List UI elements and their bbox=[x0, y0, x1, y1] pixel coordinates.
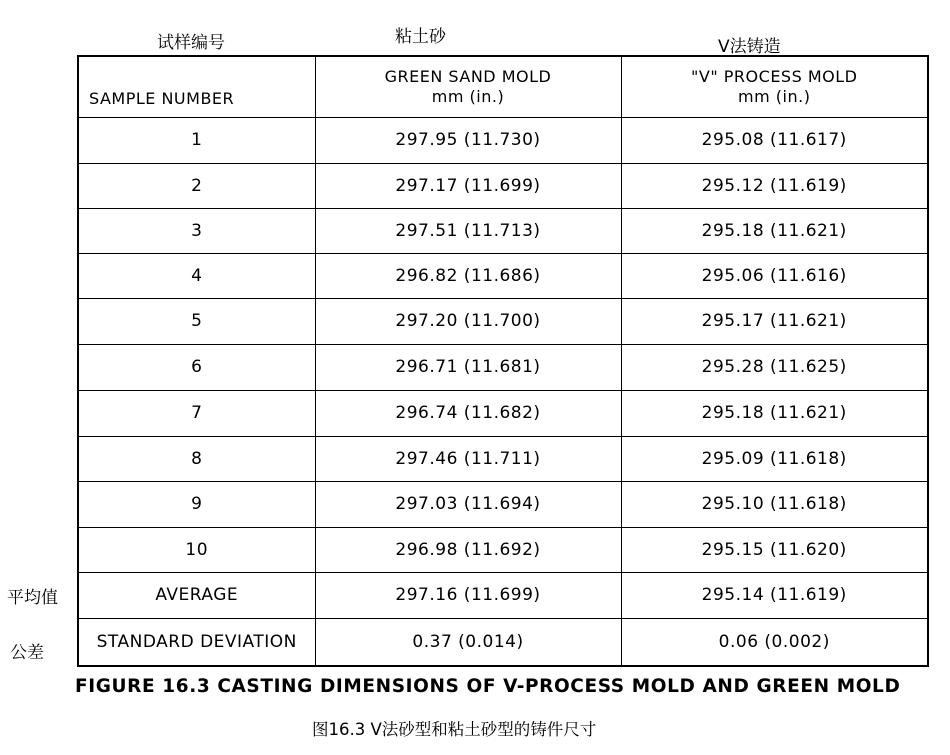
annotation-std-dev-cn: 公差 bbox=[10, 643, 44, 663]
table-row bbox=[78, 436, 928, 481]
cell-green-sand: 0.37 (0.014) bbox=[315, 618, 621, 666]
annotation-v-process-cn: V法铸造 bbox=[718, 37, 781, 57]
cell-green-sand: 296.82 (11.686) bbox=[315, 253, 621, 298]
header-green-unit: mm (in.) bbox=[431, 86, 505, 106]
cell-v-process: 295.18 (11.621) bbox=[621, 208, 928, 253]
cell-v-process: 0.06 (0.002) bbox=[621, 618, 928, 666]
table-row-std-dev bbox=[78, 618, 928, 666]
cell-sample: 1 bbox=[78, 117, 315, 163]
cell-sample: 3 bbox=[78, 208, 315, 253]
table-row bbox=[78, 390, 928, 436]
figure-caption: FIGURE 16.3 CASTING DIMENSIONS OF V-PROCESS MOLD AND GREEN MOLD bbox=[75, 676, 901, 697]
header-green-title: GREEN SAND MOLD bbox=[384, 66, 552, 86]
cell-green-sand: 297.95 (11.730) bbox=[315, 117, 621, 163]
table-row bbox=[78, 298, 928, 344]
cell-green-sand: 297.51 (11.713) bbox=[315, 208, 621, 253]
header-v-process-mold bbox=[621, 56, 928, 117]
cell-sample: 5 bbox=[78, 298, 315, 344]
cell-std-dev-label: STANDARD DEVIATION bbox=[78, 618, 315, 666]
cell-green-sand: 296.71 (11.681) bbox=[315, 344, 621, 390]
cell-sample: 7 bbox=[78, 390, 315, 436]
cell-v-process: 295.12 (11.619) bbox=[621, 163, 928, 208]
cell-sample: 9 bbox=[78, 481, 315, 527]
header-green-sand-mold bbox=[315, 56, 621, 117]
cell-v-process: 295.08 (11.617) bbox=[621, 117, 928, 163]
cell-green-sand: 297.16 (11.699) bbox=[315, 572, 621, 618]
cell-green-sand: 296.74 (11.682) bbox=[315, 390, 621, 436]
cell-green-sand: 297.20 (11.700) bbox=[315, 298, 621, 344]
cell-sample: 2 bbox=[78, 163, 315, 208]
annotation-sample-number-cn: 试样编号 bbox=[157, 33, 225, 53]
cell-v-process: 295.06 (11.616) bbox=[621, 253, 928, 298]
header-sample-number: SAMPLE NUMBER bbox=[78, 56, 315, 117]
cell-v-process: 295.18 (11.621) bbox=[621, 390, 928, 436]
cell-sample: 4 bbox=[78, 253, 315, 298]
cell-v-process: 295.28 (11.625) bbox=[621, 344, 928, 390]
figure-caption-cn: 图16.3 V法砂型和粘土砂型的铸件尺寸 bbox=[312, 720, 597, 739]
header-v-title: "V" PROCESS MOLD bbox=[691, 66, 858, 86]
table-row bbox=[78, 163, 928, 208]
cell-sample: 8 bbox=[78, 436, 315, 481]
cell-green-sand: 297.03 (11.694) bbox=[315, 481, 621, 527]
cell-green-sand: 296.98 (11.692) bbox=[315, 527, 621, 572]
cell-green-sand: 297.46 (11.711) bbox=[315, 436, 621, 481]
table-header-row bbox=[78, 56, 928, 117]
cell-v-process: 295.15 (11.620) bbox=[621, 527, 928, 572]
cell-v-process: 295.09 (11.618) bbox=[621, 436, 928, 481]
cell-v-process: 295.14 (11.619) bbox=[621, 572, 928, 618]
table-row bbox=[78, 117, 928, 163]
annotation-average-cn: 平均值 bbox=[7, 588, 58, 608]
cell-average-label: AVERAGE bbox=[78, 572, 315, 618]
header-v-unit: mm (in.) bbox=[738, 86, 811, 106]
table-row-average bbox=[78, 572, 928, 618]
cell-sample: 10 bbox=[78, 527, 315, 572]
table-row bbox=[78, 481, 928, 527]
cell-sample: 6 bbox=[78, 344, 315, 390]
table-row bbox=[78, 344, 928, 390]
cell-v-process: 295.17 (11.621) bbox=[621, 298, 928, 344]
casting-dimensions-table bbox=[77, 55, 929, 667]
table-row bbox=[78, 253, 928, 298]
cell-v-process: 295.10 (11.618) bbox=[621, 481, 928, 527]
annotation-green-sand-cn: 粘土砂 bbox=[395, 27, 446, 47]
table-row bbox=[78, 208, 928, 253]
cell-green-sand: 297.17 (11.699) bbox=[315, 163, 621, 208]
table-row bbox=[78, 527, 928, 572]
